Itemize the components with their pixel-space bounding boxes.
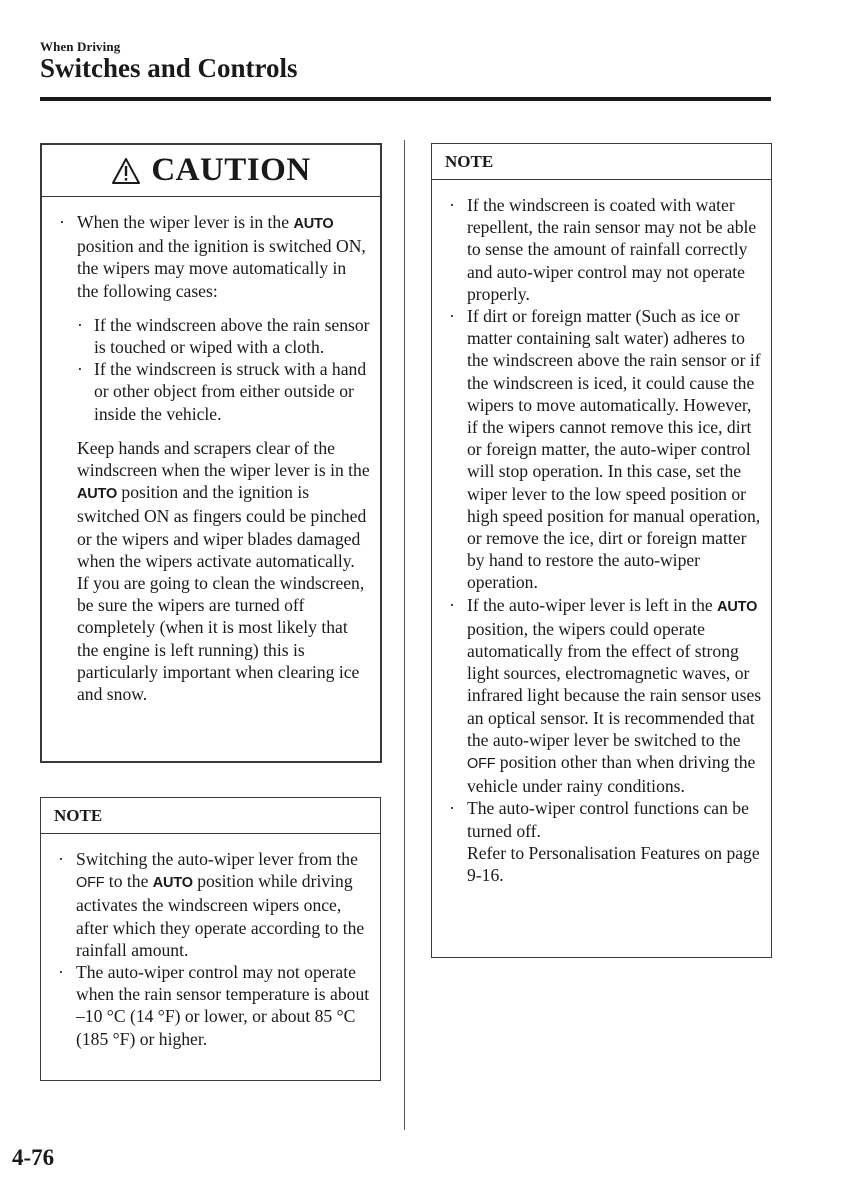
text: Switching the auto-wiper lever from the bbox=[76, 849, 358, 869]
page-title: Switches and Controls bbox=[40, 53, 298, 83]
caution-case bbox=[56, 314, 372, 358]
text: If the windscreen is struck with a hand or other object from either outside or inside the vehicle. bbox=[94, 359, 367, 424]
text: position and the ignition is switched ON, the wipers may move automatically in the following cases: bbox=[77, 236, 366, 301]
bullet: · bbox=[449, 195, 455, 215]
note-item bbox=[446, 797, 763, 841]
text: Keep hands and scrapers clear of the windscreen when the wiper lever is in the bbox=[77, 437, 370, 481]
caution-header bbox=[42, 145, 380, 197]
column-divider bbox=[404, 140, 405, 1130]
bullet: · bbox=[59, 212, 65, 232]
caution-paragraph: If you are going to clean the windscreen, be sure the wipers are turned off completely (when it is most likely that the engine is left running) this is particularly important when clearing ice and snow. bbox=[77, 573, 365, 705]
bullet: · bbox=[449, 306, 455, 327]
bullet: · bbox=[58, 849, 64, 869]
text: position while driving activates the windscreen wipers once, after which they operate according to the rainfall amount. bbox=[76, 871, 365, 960]
caution-heading: CAUTION bbox=[151, 152, 311, 188]
note-box-left bbox=[40, 797, 381, 1081]
warning-triangle-icon bbox=[111, 157, 141, 185]
text: The auto-wiper control functions can be turned off. bbox=[467, 798, 749, 841]
text: If the auto-wiper lever is left in the bbox=[467, 594, 718, 615]
text: position, the wipers could operate automatically from the effect of strong light sources, electromagnetic waves, or infrared light because the rain sensor uses an optical sensor. It is recommended that the auto-wiper lever be switched to the bbox=[467, 618, 762, 750]
mode-label: AUTO bbox=[293, 216, 334, 232]
mode-label: AUTO bbox=[717, 598, 758, 615]
note-item bbox=[55, 848, 372, 961]
caution-case bbox=[56, 358, 372, 425]
bullet: · bbox=[77, 359, 83, 380]
text: to the bbox=[104, 871, 153, 892]
note-item bbox=[446, 305, 763, 594]
page-reference: Refer to Personalisation Features on page 9-16. bbox=[467, 842, 760, 886]
title-rule bbox=[40, 97, 771, 101]
bullet: · bbox=[449, 798, 455, 819]
caution-box bbox=[40, 143, 382, 763]
bullet: · bbox=[58, 962, 64, 983]
note-body bbox=[41, 834, 380, 1050]
caution-paragraph bbox=[56, 437, 372, 572]
caution-body bbox=[42, 197, 380, 705]
page-number: 4-76 bbox=[12, 1145, 55, 1170]
bullet: · bbox=[449, 594, 455, 615]
section-label: When Driving bbox=[40, 39, 121, 54]
note-item bbox=[55, 961, 372, 1050]
note-box-right bbox=[431, 143, 772, 958]
note-item bbox=[446, 194, 763, 305]
mode-label: OFF bbox=[467, 756, 496, 773]
note-heading: NOTE bbox=[432, 144, 771, 180]
text: position other than when driving the vehicle under rainy conditions. bbox=[467, 752, 756, 797]
text: The auto-wiper control may not operate when the rain sensor temperature is about –10 °C (14 °F) or lower, or about 85 °C (185 °F) or higher. bbox=[76, 962, 370, 1049]
note-body bbox=[432, 180, 771, 886]
note-heading: NOTE bbox=[41, 798, 380, 834]
caution-intro bbox=[56, 211, 372, 302]
text: position and the ignition is switched ON as fingers could be pinched or the wipers and wiper blades damaged when the wipers activate automatically. bbox=[77, 482, 367, 571]
mode-label: OFF bbox=[76, 875, 105, 892]
bullet: · bbox=[77, 314, 83, 335]
text: If the windscreen above the rain sensor is touched or wiped with a cloth. bbox=[94, 314, 370, 358]
mode-label: AUTO bbox=[77, 486, 118, 503]
text: When the wiper lever is in the bbox=[77, 212, 294, 232]
mode-label: AUTO bbox=[152, 875, 193, 892]
note-item bbox=[446, 594, 763, 798]
text: If the windscreen is coated with water repellent, the rain sensor may not be able to sense the amount of rainfall correctly and auto-wiper control may not operate properly. bbox=[467, 195, 757, 304]
text: If dirt or foreign matter (Such as ice or matter containing salt water) adheres to the windscreen above the rain sensor or if the windscreen is iced, it could cause the wipers to move automatically. However, if the wipers cannot remove this ice, dirt or foreign matter, the auto-wiper control will stop operation. In this case, set the wiper lever to the low speed position or high speed position for manual operation, or remove the ice, dirt or foreign matter by hand to restore the auto-wiper operation. bbox=[467, 306, 761, 593]
